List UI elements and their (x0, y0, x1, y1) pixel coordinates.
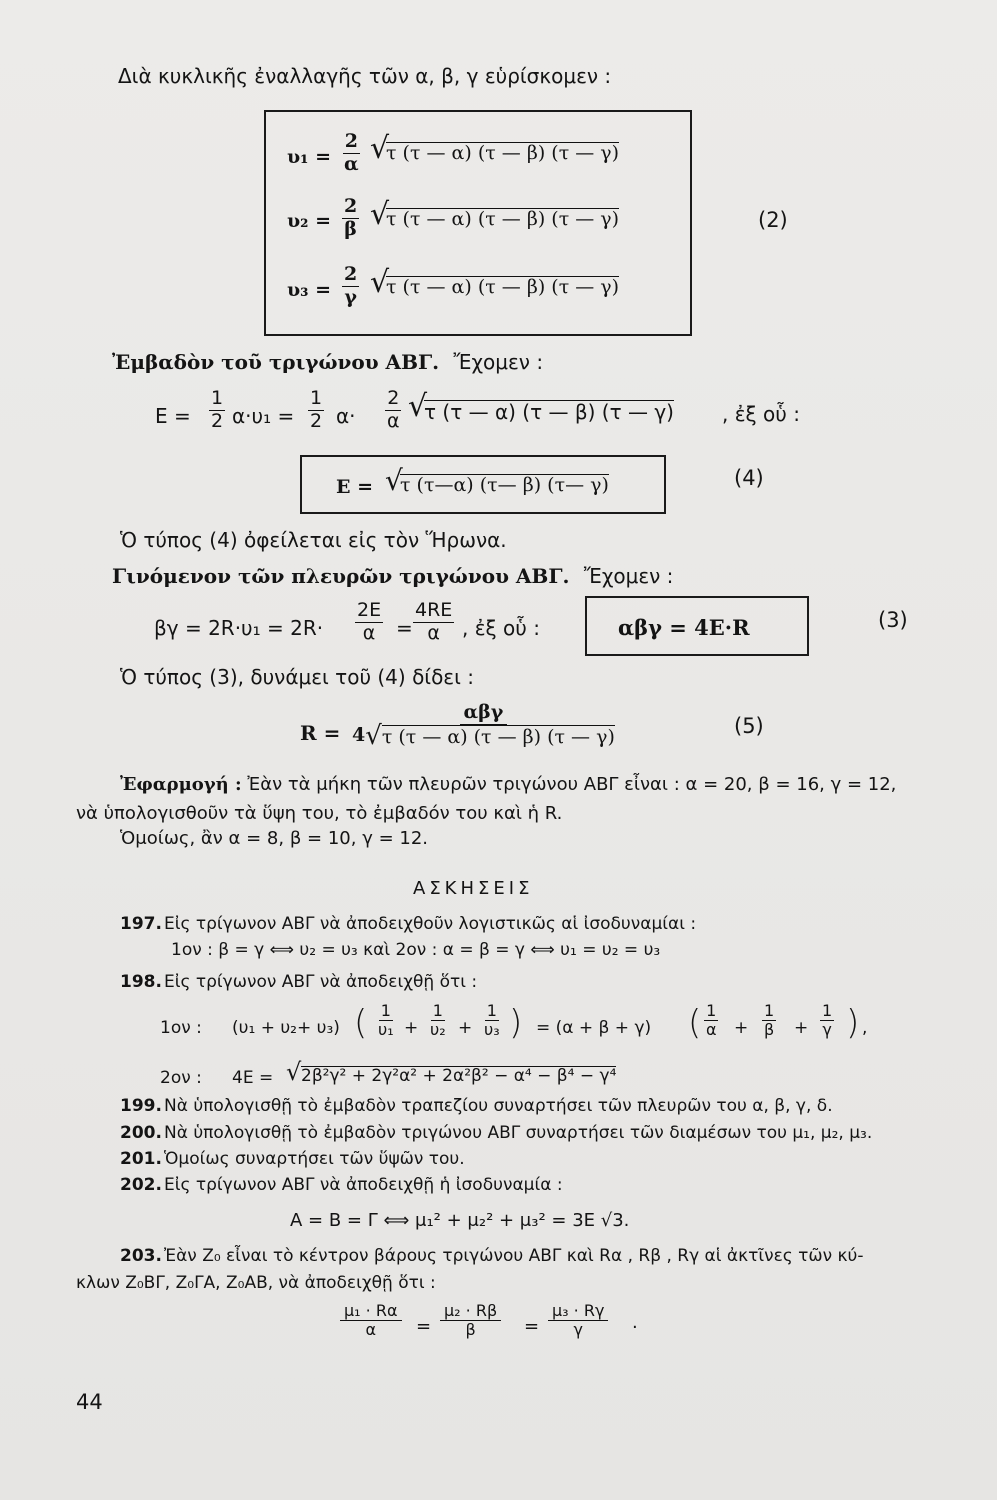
exercise-197-number: 197. (120, 914, 162, 934)
fraction-1-over-u2: $\frac{1}{\text{υ₂}}$ (430, 1001, 446, 1040)
exercise-198-first-label: 1ον : (160, 1018, 202, 1038)
exercise-199-text: Νὰ ὑπολογισθῇ τὸ ἐμβαδὸν τραπεζίου συναρτήσει τῶν πλευρῶν του α, β, γ, δ. (164, 1096, 833, 1116)
formula3-note: Ὁ τύπος (3), δυνάμει τοῦ (4) δίδει : (120, 665, 474, 689)
exercise-202-number: 202. (120, 1175, 162, 1195)
ratio-2: $\frac{\text{μ₂ · Rβ}}{\beta}$ (440, 1302, 501, 1340)
paren-close: ) (509, 1003, 523, 1043)
exercise-202-text: Εἰς τρίγωνον ΑΒΓ νὰ ἀποδειχθῇ ἡ ἰσοδυναμία : (164, 1175, 563, 1195)
plus-sign: + (734, 1018, 749, 1038)
area-eq-tail: , ἐξ οὗ : (722, 402, 800, 426)
area-eq-two-over-alpha: $\frac{2}{\alpha}$ (387, 387, 400, 432)
intro-text: Διὰ κυκλικῆς ἐναλλαγῆς τῶν α, β, γ εὑρίσκομεν : (118, 64, 612, 88)
heron-lhs: Ε = (336, 476, 374, 498)
product-eq-equals: = (396, 616, 413, 640)
plus-sign: + (794, 1018, 809, 1038)
product-eq-tail: , ἐξ οὗ : (462, 616, 540, 640)
radical-sign: √ (408, 389, 428, 424)
paren-close: ) (846, 1003, 860, 1043)
area-eq-lhs: Ε = (155, 404, 191, 428)
radical-sign: √ (370, 265, 390, 300)
exercises-title: ΑΣΚΗΣΕΙΣ (413, 878, 534, 899)
product-formula: αβγ = 4Ε·R (618, 615, 750, 640)
height-u3-lhs: υ₃ = (287, 279, 332, 301)
area-eq-part1: α·υ₁ = (232, 404, 295, 428)
exercise-198-mid: = (α + β + γ) (536, 1018, 652, 1038)
area-eq-half-1: $\frac{1}{2}$ (211, 387, 224, 432)
area-eq-half-2: $\frac{1}{2}$ (310, 387, 323, 432)
page-number: 44 (76, 1390, 103, 1414)
plus-sign: + (458, 1018, 473, 1038)
fraction-1-over-beta: $\frac{1}{\beta}$ (764, 1001, 775, 1040)
fraction-1-over-alpha: $\frac{1}{\alpha}$ (706, 1001, 717, 1040)
ratio-1: $\frac{\text{μ₁ · Rα}}{\alpha}$ (340, 1302, 402, 1340)
exercise-198-first-lhs: (υ₁ + υ₂+ υ₃) (232, 1018, 340, 1038)
exercise-198-number: 198. (120, 972, 162, 992)
equation-label-5: (5) (734, 714, 764, 738)
fraction-1-over-gamma: $\frac{1}{\gamma}$ (822, 1001, 833, 1040)
paren-open: ( (354, 1003, 368, 1043)
height-u3-radicand: τ (τ — α) (τ — β) (τ — γ) (386, 276, 620, 298)
product-eq-lhs: βγ = 2R·υ₁ = 2R· (154, 616, 324, 640)
comma: , (862, 1018, 868, 1038)
radius-fraction: αβγ 4 √ τ (τ — α) (τ — β) (τ — γ) (352, 701, 615, 751)
equation-label-3: (3) (878, 608, 908, 632)
height-u2-fraction: $\frac{2}{\beta}$ (344, 195, 358, 240)
heron-radicand: τ (τ—α) (τ— β) (τ— γ) (400, 474, 609, 496)
product-heading: Γινόμενον τῶν πλευρῶν τριγώνου ΑΒΓ. Ἔχομεν : (112, 564, 674, 588)
application-line-3: Ὁμοίως, ἂν α = 8, β = 10, γ = 12. (120, 828, 428, 849)
product-eq-frac-2: $\frac{4RE}{\alpha}$ (415, 599, 453, 644)
equation-label-4: (4) (734, 466, 764, 490)
exercise-203-line-1: Ἐὰν Ζ₀ εἶναι τὸ κέντρον βάρους τριγώνου ΑΒΓ καὶ Rα , Rβ , Rγ αἱ ἀκτῖνες τῶν κύ- (164, 1246, 864, 1266)
area-eq-radicand: τ (τ — α) (τ — β) (τ — γ) (424, 400, 674, 424)
radius-lhs: R = (300, 721, 341, 745)
height-u1-fraction: $\frac{2}{\alpha}$ (344, 130, 359, 175)
height-u1-radicand: τ (τ — α) (τ — β) (τ — γ) (386, 142, 620, 164)
exercise-201-text: Ὁμοίως συναρτήσει τῶν ὕψῶν του. (164, 1149, 465, 1169)
exercise-200-text: Νὰ ὑπολογισθῇ τὸ ἐμβαδὸν τριγώνου ΑΒΓ συναρτήσει τῶν διαμέσων του μ₁, μ₂, μ₃. (164, 1123, 873, 1143)
exercise-198-text: Εἰς τρίγωνον ΑΒΓ νὰ ἀποδειχθῇ ὅτι : (164, 972, 478, 992)
height-u2-lhs: υ₂ = (287, 210, 332, 232)
fraction-1-over-u3: $\frac{1}{\text{υ₃}}$ (484, 1001, 500, 1040)
exercise-198-second-radicand: 2β²γ² + 2γ²α² + 2α²β² − α⁴ − β⁴ − γ⁴ (301, 1066, 617, 1086)
exercise-202-equation: Α = Β = Γ ⟺ μ₁² + μ₂² + μ₃² = 3Ε √3. (290, 1210, 630, 1231)
equals-sign: = (416, 1316, 432, 1337)
exercise-198-second-lhs: 4Ε = (232, 1068, 274, 1088)
radical-sign: √ (286, 1058, 302, 1086)
height-u1-lhs: υ₁ = (287, 146, 332, 168)
exercise-199-number: 199. (120, 1096, 162, 1116)
area-eq-part2: α· (336, 404, 356, 428)
application-line-2: νὰ ὑπολογισθοῦν τὰ ὕψη του, τὸ ἐμβαδόν του καὶ ἡ R. (76, 803, 563, 824)
radical-sign: √ (370, 131, 390, 166)
equation-label-2: (2) (758, 208, 788, 232)
area-heading: Ἐμβαδὸν τοῦ τριγώνου ΑΒΓ. Ἔχομεν : (112, 350, 544, 374)
heron-note: Ὁ τύπος (4) ὀφείλεται εἰς τὸν Ἥρωνα. (120, 528, 507, 552)
fraction-1-over-u1: $\frac{1}{\text{υ₁}}$ (378, 1001, 394, 1040)
product-eq-frac-1: $\frac{2E}{\alpha}$ (357, 599, 382, 644)
radical-sign: √ (370, 197, 390, 232)
ratio-3: $\frac{\text{μ₃ · Rγ}}{\gamma}$ (548, 1302, 608, 1340)
equals-sign: = (524, 1316, 540, 1337)
exercise-200-number: 200. (120, 1123, 162, 1143)
plus-sign: + (404, 1018, 419, 1038)
paren-open: ( (688, 1003, 702, 1043)
height-u3-fraction: $\frac{2}{\gamma}$ (344, 263, 358, 308)
exercise-198-second-label: 2ον : (160, 1068, 202, 1088)
exercise-197-equivalences: 1ον : β = γ ⟺ υ₂ = υ₃ καὶ 2ον : α = β = γ ⟺ υ₁ = υ₂ = υ₃ (171, 940, 661, 960)
exercise-203-number: 203. (120, 1246, 162, 1266)
period: . (632, 1312, 638, 1333)
radical-sign: √ (385, 464, 403, 497)
height-u2-radicand: τ (τ — α) (τ — β) (τ — γ) (386, 208, 620, 230)
exercise-197-text: Εἰς τρίγωνον ΑΒΓ νὰ ἀποδειχθοῦν λογιστικῶς αἱ ἰσοδυναμίαι : (164, 914, 697, 934)
application-line-1: Ἐφαρμογή : Ἐὰν τὰ μήκη τῶν πλευρῶν τριγώνου ΑΒΓ εἶναι : α = 20, β = 16, γ = 12, (120, 774, 897, 795)
exercise-201-number: 201. (120, 1149, 162, 1169)
exercise-203-line-2: κλων Ζ₀ΒΓ, Ζ₀ΓΑ, Ζ₀ΑΒ, νὰ ἀποδειχθῇ ὅτι : (76, 1273, 436, 1293)
